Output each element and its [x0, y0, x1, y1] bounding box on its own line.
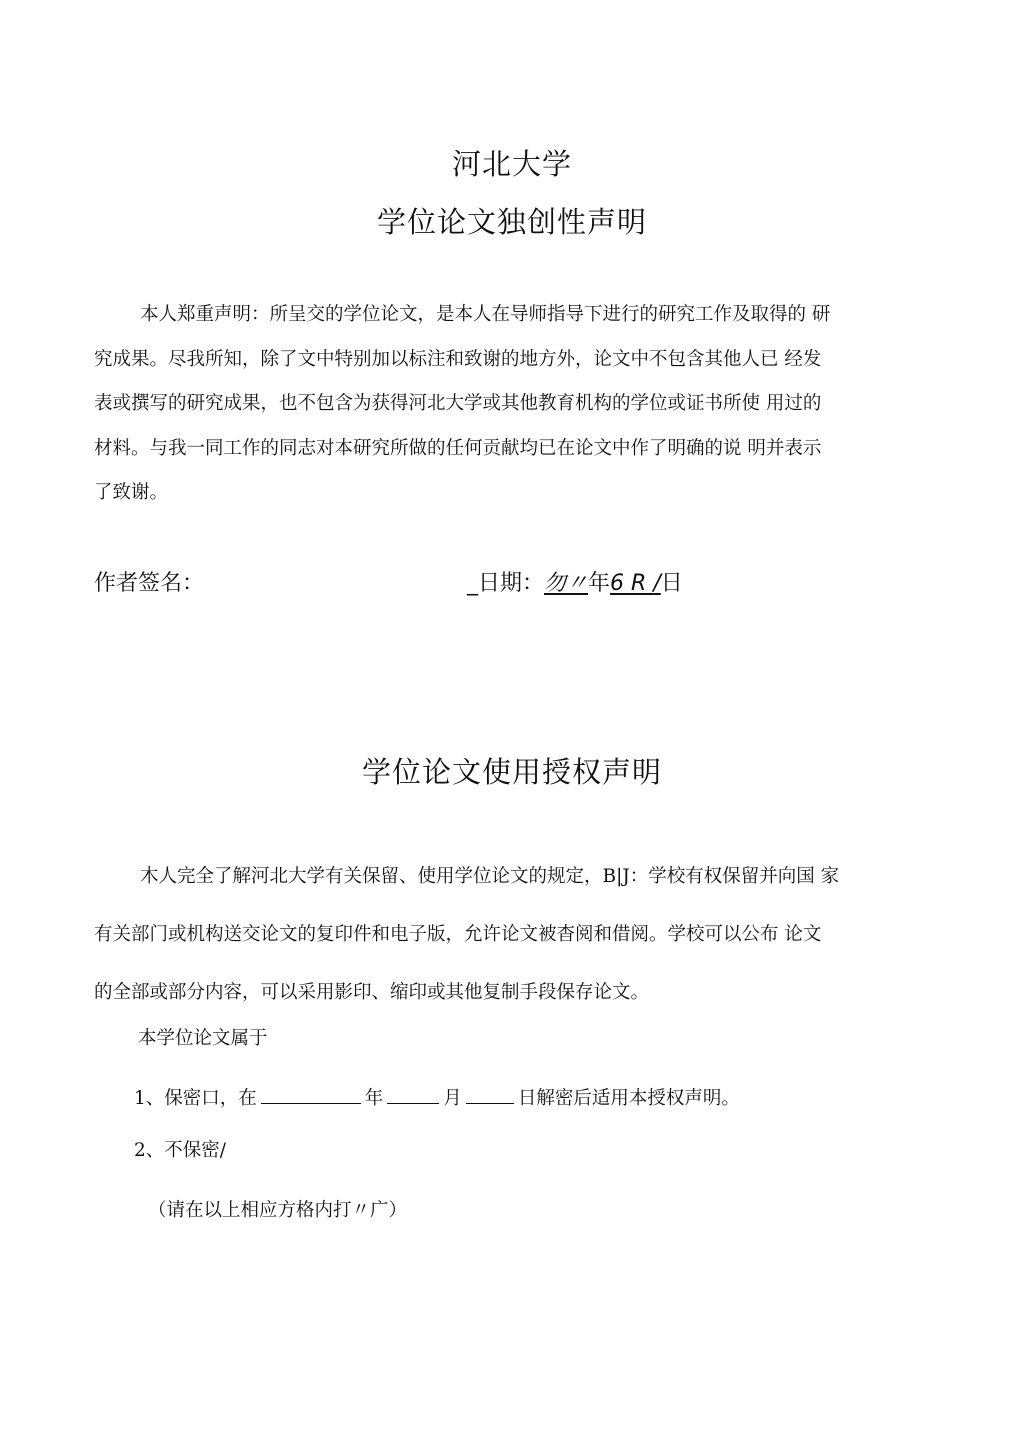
originality-declaration-title: 学位论文独创性声明: [376, 205, 647, 239]
signature-date: [467, 566, 683, 597]
authorization-declaration-title: 学位论文使用授权声明: [361, 755, 662, 789]
handwritten-year: 勿〃: [544, 571, 589, 596]
thesis-belongs-label: 本学位论文属于: [138, 1028, 268, 1049]
originality-line: 材料。与我一同工作的同志对本研究所做的任何贡献均已在论文中作了明确的说 明并表示: [94, 437, 822, 459]
not-confidential-option: 2、不保密/: [134, 1140, 227, 1161]
year-blank: [261, 1085, 361, 1104]
originality-line: 表或撰写的研究成果，也不包含为获得河北大学或其他教育机构的学位或证书所使 用过的: [94, 393, 822, 414]
confidential-option: [134, 1084, 740, 1110]
day-blank: [466, 1085, 514, 1104]
option1-prefix: 1、保密口，在: [134, 1088, 257, 1109]
originality-line: 本人郑重声明：所呈交的学位论文，是本人在导师指导下进行的研究工作及取得的 研: [140, 304, 831, 325]
handwritten-month: 6 R: [610, 571, 654, 596]
university-title: 河北大学: [451, 147, 572, 181]
originality-line: 了致谢。: [94, 482, 169, 503]
originality-line: 究成果。尽我所知，除了文中特别加以标注和致谢的地方外，论文中不包含其他人已 经发: [94, 348, 822, 370]
instruction-note: （请在以上相应方格内打〃广）: [148, 1200, 408, 1221]
author-signature-label: 作者签名：: [94, 571, 205, 596]
year-char: 年: [588, 571, 611, 596]
option1-suffix: 日解密后适用本授权声明。: [517, 1088, 740, 1109]
month-blank: [387, 1085, 439, 1104]
option1-month: 月: [443, 1088, 462, 1109]
authorization-line: 木人完全了解河北大学有关保留、使用学位论文的规定，B|J：学校有权保留并向国 家: [140, 866, 840, 887]
day-char: 日: [660, 571, 683, 596]
date-label: _日期：: [467, 571, 545, 596]
originality-paragraph: [94, 293, 929, 516]
authorization-line: 的全部或部分内容，可以采用影印、缩印或其他复制手段保存论文。: [94, 982, 650, 1003]
authorization-paragraph: [94, 848, 929, 1022]
option1-year: 年: [364, 1088, 384, 1109]
signature-row: [0, 566, 1024, 606]
authorization-line: 有关部门或机构送交论文的复印件和电子版，允许论文被杳阅和借阅。学校可以公布 论文: [94, 924, 822, 945]
handwritten-day: /: [653, 571, 661, 596]
